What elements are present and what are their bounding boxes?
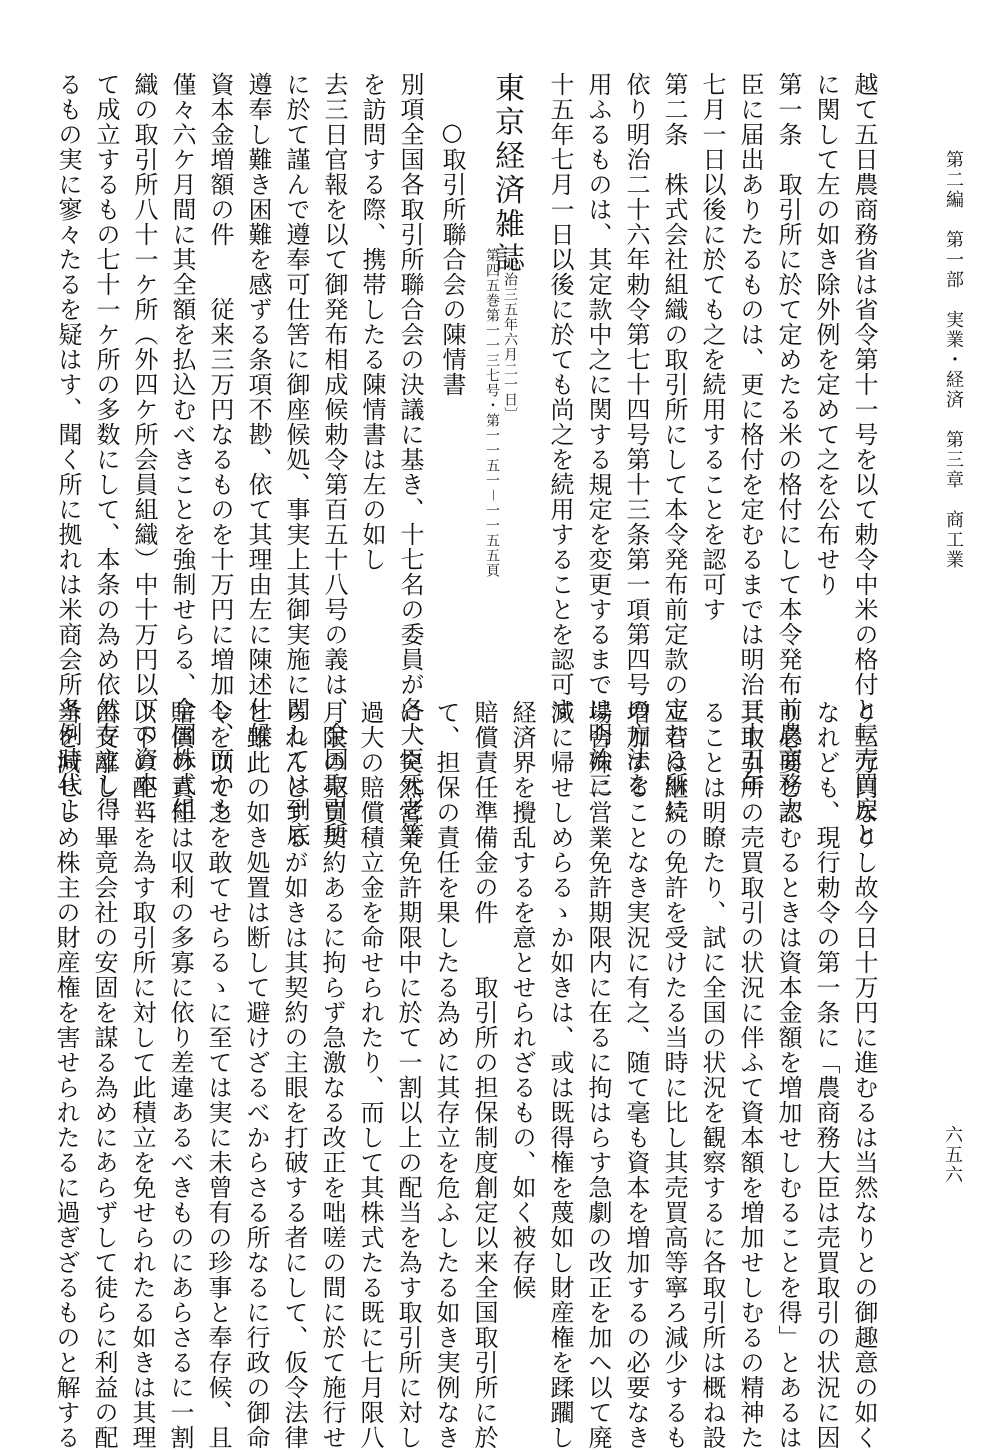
text-line: に関して左の如き除外例を定めて之を公布せり — [812, 72, 840, 597]
text-line: り必要と認むるときは資本金額を増加せしむることを得」とあるは — [774, 700, 802, 1450]
text-line: り三万円なりし故今日十万円に進むるは当然なりとの御趣意の如く — [850, 700, 878, 1450]
text-line: 僅々六ケ月間に其全額を払込むべきことを強制せらる、全国株式組 — [168, 72, 196, 822]
text-line: 去三日官報を以て御発布相成候勅令第百五十八号の義は、全国取引所 — [320, 72, 348, 847]
text-line: 第一条 取引所に於て定めたる米の格付にして本令発布前農商務大 — [774, 72, 802, 822]
text-line: 賠償の責任は収利の多寡に依り差違あるべきものにあらさるに一割 — [166, 700, 194, 1450]
article-subtitle: ○取引所聯合会の陳情書 — [438, 118, 466, 397]
text-line: に、突然営業免許期限中に於て一割以上の配当を為す取引所に対し — [394, 700, 422, 1450]
text-line: 臣に届出ありたるものは、更に格付を定むるまでは明治三十五年 — [736, 72, 764, 797]
text-line: 資本金増額の件 従来三万円なるものを十万円に増加し、而かも — [206, 72, 234, 822]
text-line: 用ふるものは、其定款中之に関する規定を変更するまでは明治三 — [584, 72, 612, 797]
text-line: 七月一日以後に於ても之を続用することを認可す — [698, 72, 726, 622]
text-line: 遵奉し難き困難を感ずる条項不尠、依て其理由左に陳述仕候 — [244, 72, 272, 747]
text-line: るもの実に寥々たるを疑はす、聞く所に拠れは米商会所条例時代よ — [54, 72, 82, 822]
text-line: ることは明瞭たり、試に全国の状況を観察するに各取引所は概ね設 — [698, 700, 726, 1450]
text-line: 減に帰せしめらるゝか如きは、或は既得権を蔑如し財産権を蹂躙し — [546, 700, 574, 1450]
text-line: に於て謹んで遵奉可仕筈に御座候処、事実上其御実施に関しては到底 — [282, 72, 310, 847]
text-line: 以下の配当を為す取引所に対して此積立を免せられたる如きは其理 — [128, 700, 156, 1450]
text-line: 越て五日農商務省は省令第十一号を以て勅令中米の格付と転売買戻と — [850, 72, 878, 847]
text-line: 月限の売買契約あるに拘らず急激なる改正を咄嗟の間に於て施行せ — [318, 700, 346, 1450]
running-header: 第二編 第一部 実業・経済 第三章 商工業 — [943, 150, 964, 570]
text-line: 其取引所の売買取引の状況に伴ふて資本額を増加せしむるの精神た — [736, 700, 764, 1450]
text-line: 由支離し、畢竟会社の安固を謀る為めにあらずして徒らに利益の配 — [90, 700, 118, 1450]
text-line: 第二条 株式会社組織の取引所にして本令発布前定款の定むる所に — [660, 72, 688, 822]
text-line: 別項全国各取引所聯合会の決議に基き、十七名の委員が各大臣元老等 — [396, 72, 424, 847]
page-number: 六五六 — [942, 1125, 963, 1185]
article-title: 東京経済雑誌 — [489, 72, 524, 276]
text-line: て成立するもの七十一ケ所の多数にして、本条の為め依然存立し得 — [92, 72, 120, 822]
text-line: 織の取引所八十一ケ所（外四ケ所会員組織）中十万円以下の資本に — [130, 72, 158, 822]
text-line: を訪問する際、携帯したる陳情書は左の如し — [358, 72, 386, 572]
text-line: 令を以て之を敢てせらるゝに至ては実に未曾有の珍事と奉存候、且 — [204, 700, 232, 1450]
text-line: られんとするが如きは其契約の主眼を打破する者にして、仮令法律 — [280, 700, 308, 1450]
text-line: なれども、現行勅令の第一条に「農商務大臣は売買取引の状況に因 — [812, 700, 840, 1450]
text-line: 増加することなき実況に有之、随て毫も資本を増加するの必要なき — [622, 700, 650, 1450]
text-line: 当を減せしめ株主の財産権を害せられたるに過ぎざるものと解する — [52, 700, 80, 1450]
text-line: 賠償責任準備金の件 取引所の担保制度創定以来全国取引所に於 — [470, 700, 498, 1450]
article-citation: 第四五巻第一一三七号・第一一五一－一一五五頁 — [484, 248, 500, 578]
text-line: 立若は継続の免許を受けたる当時に比し其売買高等寧ろ減少するも — [660, 700, 688, 1450]
text-line: て、担保の責任を果したる為めに其存立を危ふしたる如き実例なき — [432, 700, 460, 1450]
text-line: 場合殊に営業免許期限内に在るに拘はらす急劇の改正を加へ以て廃 — [584, 700, 612, 1450]
text-line: 経済界を攪乱するを意とせられざるもの、如く被存候 — [508, 700, 536, 1300]
text-line: 十五年七月一日以後に於ても尚之を続用することを認可す — [546, 72, 574, 722]
article-citation-date: 〔明治三五年六月二一日〕 — [502, 242, 518, 422]
text-line: 過大の賠償積立金を命せられたり、而して其株式たる既に七月限八 — [356, 700, 384, 1450]
text-line: 依り明治二十六年勅令第七十四号第十三条第一項第四号の方法を — [622, 72, 650, 797]
text-line: と雖此の如き処置は断して避けざるべからさる所なるに行政の御命 — [242, 700, 270, 1450]
